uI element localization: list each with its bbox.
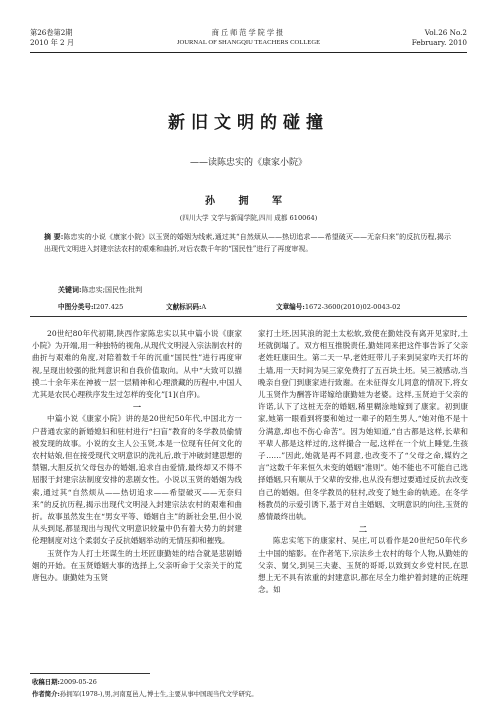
paragraph: 20世纪80年代初期,陕西作家陈忠实以其中篇小说《康家小院》为开端,用一种独特的视角,从现代文明浸入宗法制农村的曲折与艰难的角度,对陪着数千年的沉重“国民性”进行再度审视,呈现出较强的批判意识和自我价值取向。从中“大致可以描摸二十余年来在神被一层一层精神和心理溃藏的历程中,中国人尤其是农民心理秩序发生过怎样的变化”[1](自序)。 bbox=[32, 329, 242, 400]
abstract-label: 摘 要: bbox=[44, 232, 64, 241]
paragraph: 玉贤作为人打土坯谋生的土坯匠康勤娃的结合就是悲剧婚姻的开始。在玉贤婚姻大事的选择上,父亲听命于父亲关于的荒唐包办。康勤娃为玉贤 bbox=[32, 548, 242, 583]
keywords bbox=[58, 285, 451, 295]
header-volume-en bbox=[412, 28, 467, 48]
keywords-label: 关键词: bbox=[58, 285, 82, 294]
author-bio-label: 作者简介: bbox=[32, 690, 60, 698]
art-label: 文章编号: bbox=[276, 303, 305, 311]
received-date bbox=[32, 678, 467, 687]
author-name: 孙 拥 军 bbox=[205, 196, 292, 207]
clc-value: I207.425 bbox=[93, 303, 124, 311]
received-value: 2009-05-26 bbox=[59, 678, 97, 686]
author-bio bbox=[32, 690, 467, 699]
abstract bbox=[44, 231, 451, 255]
doc-label: 文献标识码: bbox=[166, 303, 202, 311]
article-number bbox=[276, 301, 401, 311]
running-header bbox=[30, 28, 467, 52]
section-heading-2: 二 bbox=[359, 524, 367, 535]
header-rule bbox=[30, 52, 467, 53]
header-vol-no: Vol.26 No.2 bbox=[424, 28, 467, 37]
article-subtitle: ——读陈忠实的《康家小院》 bbox=[189, 158, 307, 168]
section-rule bbox=[30, 316, 467, 317]
footnote-rule bbox=[30, 673, 150, 674]
header-journal bbox=[30, 28, 467, 48]
doc-code bbox=[166, 301, 206, 311]
journal-name-cn: 商丘师范学院学报 bbox=[211, 28, 286, 37]
abstract-text: 陈忠实的小说《康家小院》以玉贤的婚姻为线索,通过其“自然烦从——热切追求——希望破灭——无奈归来”的反抗历程,揭示出现代文明进入封建宗法农村的艰难和曲折,对后农数千年的“国民性”进行了再度审视。 bbox=[44, 233, 451, 253]
paragraph: 中篇小说《康家小院》讲的是20世纪50年代,中国北方一户普通农家的新婚媳妇和驻村进行“扫盲”教育的冬学教员偷情被发现的故事。小说的女主人公玉贤,本是一位现有任何文化的农村姑娘,但在接受现代文明意识的洗礼后,敢于冲破封建思想的禁锢,大胆反抗父母包办的婚姻,追求自由爱情,最终却又不得不屈服于封建宗法制度安排的悲剧女性。小说以玉贤的婚姻为线索,通过其“自然烦从——热切追求——希望破灭——无奈归来”的反抗历程,揭示出现代文明浸入封建宗法农村的艰难和曲折。故事虽然发生在“男女平等、婚姻自主”的新社会里,但小说从头到尾,都显现出与现代文明意识较量中仍有着大势力的封建伦理制度对这个柔弱女子反抗婚姻举动的无情压抑和摧残。 bbox=[32, 414, 242, 546]
keywords-text: 陈忠实;国民性;批判 bbox=[81, 286, 143, 294]
author-bio-text: 孙拥军(1978-),男,河南夏邑人,博士生,主要从事中国现当代文学研究。 bbox=[59, 690, 258, 698]
header-date-cn: 2010 年 2 月 bbox=[30, 38, 75, 47]
section-heading-1: 一 bbox=[133, 402, 141, 413]
journal-name-en: JOURNAL OF SHANGQIU TEACHERS COLLEGE bbox=[176, 39, 321, 46]
paragraph: 家打土坯,因其浪的泥土太松软,致使在勤娃没有离开见家时,土坯就倒塌了。双方相互推脱责任,勤娃同来把这件事告诉了父亲老姓旺康田生。第二天一早,老姓旺带儿子来到吴家咋天打坏的土墙,用一天时间为吴三家免费打了五百块土坯。吴三被感动,当晚亲自登门到康家进行致谢。在未征得女儿同意的情况下,将女儿玉贤作为酬答许诺嫁给康勤娃为老婆。这样,玉贤迫于父亲的许诺,认下了这桩无奈的婚姻,稀里糊涂地嫁到了康家。初到康家,她第一眼看到将要和她过一辈子的陌生男人,“她对他不是十分满意,却也不伤心命苦”。因为她知道,“自古都是这样,长辈和平辈人都是这样过的,这样撮合一起,这样在一个炕上睡觉,生孩子……”因此,她就是再不同意,也改变不了“父母之命,媒妁之言”这数千年来恒久未变的婚姻“准则”。她不能也不可能自己选择婚姻,只有顺从于父辈的安排,也从没有想过要通过反抗去改变自己的婚姻。但冬学教员的驻村,改变了她生命的轨迹。在冬学杨教员的示爱引诱下,基于对自主婚姻、文明意识的向往,玉贤的感情最终出轨。 bbox=[258, 329, 468, 522]
header-date-en: February. 2010 bbox=[411, 38, 467, 47]
clc-label: 中图分类号: bbox=[58, 303, 94, 311]
author-affiliation: (四川大学 文学与新闻学院,四川 成都 610064) bbox=[179, 214, 318, 222]
header-volume-issue: 第26卷第2期 bbox=[30, 28, 73, 37]
paragraph: 陈忠实笔下的康家村、吴庄,可以看作是20世纪50年代乡土中国的缩影。在作者笔下,宗法乡土农村的每个人物,从勤娃的父亲、舅父,到吴三夫妻、玉贤的哥哥,以致到女乡党村民,在思想上无不具有浓重的封建意识,都在尽全力维护着封建的正统理念。如 bbox=[258, 536, 468, 595]
doc-value: A bbox=[201, 303, 207, 311]
received-label: 收稿日期: bbox=[32, 678, 60, 686]
left-column bbox=[32, 328, 242, 584]
right-column bbox=[258, 328, 468, 596]
clc-number bbox=[58, 301, 123, 311]
article-title: 新旧文明的碰撞 bbox=[168, 113, 329, 133]
art-value: 1672-3600(2010)02-0043-02 bbox=[304, 303, 401, 311]
